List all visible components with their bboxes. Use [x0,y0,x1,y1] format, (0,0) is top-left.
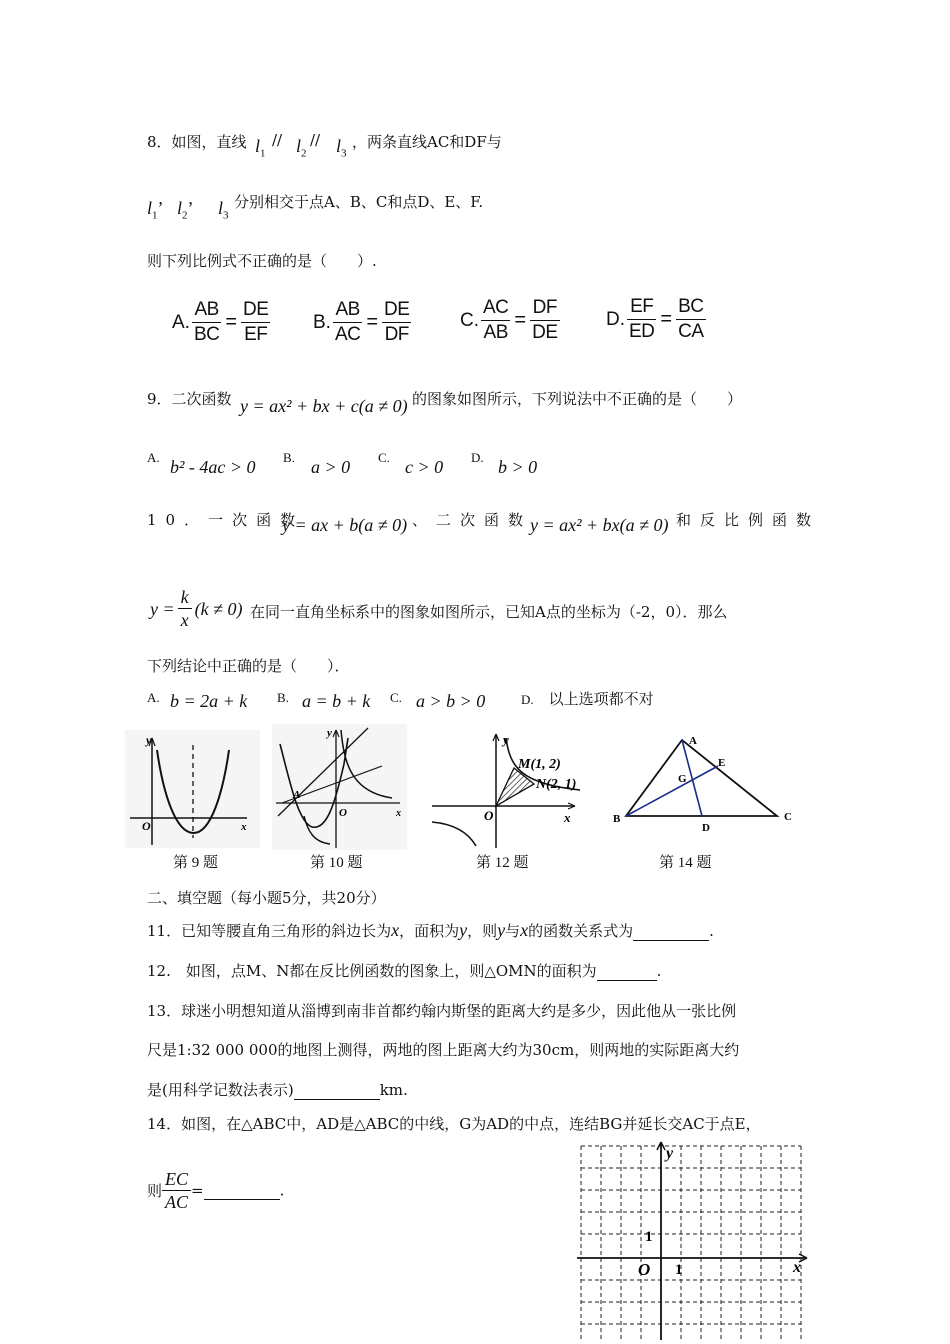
figure-9 [125,730,260,848]
q12: 12. 如图，点M、N都在反比例函数的图象上，则△OMN的面积为 . [147,962,662,980]
q9-option-b-label: B. [283,450,295,465]
q13-answer-blank[interactable] [294,1081,380,1100]
fig10-origin-label: O [339,807,347,819]
q10-prefix: 10．一次函数 [147,511,305,529]
q10-f3: y = $\frac{k}{x}$ (k ≠ 0) [150,587,243,630]
q8-option-d[interactable]: D. $\frac{EF}{ED}$ = $\frac{BC}{CA}$ [606,296,704,342]
fig9-origin-label: O [142,819,151,833]
fig14-label-a: A [689,735,697,747]
fig14-label-g: G [678,773,687,785]
q8-line3: 则下列比例式不正确的是（ ）. [147,252,377,270]
q10-suffix: 和反比例函数 [676,511,821,529]
q11: 11．已知等腰直角三角形的斜边长为x，面积为y，则y与x的函数关系式为 . [147,920,714,940]
caption-fig14: 第 14 题 [659,855,712,871]
q14-line1: 14．如图，在△ABC中，AD是△ABC的中线，G为AD的中点，连结BG并延长交AC于点E， [147,1115,761,1133]
q10-option-c-label: C. [390,690,402,705]
fig12-x-label: x [564,810,571,825]
q10-option-a[interactable]: b = 2a + k [170,691,248,711]
q10-f1: y = ax + b(a ≠ 0) [282,515,408,535]
q8-l2: $l_2$ [296,136,307,160]
q10-line2: 在同一直角坐标系中的图象如图所示，已知A点的坐标为（-2，0）．那么 [250,603,728,621]
figure-12 [430,728,595,850]
figure-10 [272,724,407,850]
q13-line1: 13．球迷小明想知道从淄博到南非首都约翰内斯堡的距离大约是多少，因此他从一张比例 [147,1002,737,1020]
q9-prefix: 9．二次函数 [147,390,232,408]
grid-figure [575,1140,810,1340]
q8-option-b[interactable]: B. $\frac{AB}{AC}$ = $\frac{DE}{DF}$ [313,299,410,345]
grid-y-label: y [666,1145,674,1162]
grid-x-label: x [793,1259,801,1276]
fig10-y-label: y [327,727,332,739]
q9-option-c-label: C. [378,450,390,465]
q10-option-b[interactable]: a = b + k [302,691,371,711]
fig12-point-m: M(1, 2) [518,757,561,772]
q10-option-d[interactable]: D. 以上选项都不对 [521,690,654,708]
fig9-x-label: x [241,821,247,833]
q8-parallel-2: // [310,131,321,149]
q8-option-a[interactable]: A. $\frac{AB}{BC}$ = $\frac{DE}{EF}$ [172,299,269,345]
fig14-label-c: C [784,811,792,823]
q8-l1-second: $l_1$’ [147,198,164,222]
q10-line3: 下列结论中正确的是（ ）． [147,657,350,675]
q8-l2-second: $l_2$’ [177,198,194,222]
q8-l3-second: $l_3$ [218,198,229,222]
fig14-label-e: E [718,757,726,769]
q9-suffix: 的图象如图所示，下列说法中不正确的是（ ） [412,390,743,408]
fig12-origin-label: O [484,808,494,823]
q8-l1: $l_1$ [255,136,266,160]
fig14-label-d: D [702,822,710,834]
q13-line3: 是(用科学记数法表示) km. [147,1081,408,1099]
grid-origin-label: O [638,1260,651,1279]
q10-option-a-label: A. [147,690,160,705]
fig12-point-n: N(2, 1) [536,777,577,792]
q8-line2: 分别相交于点A、B、C和点D、E、F. [234,193,484,211]
grid-one-y-label: 1 [645,1229,653,1245]
q10-mid: 、二次函数 [412,511,533,529]
grid-one-x-label: 1 [675,1262,683,1278]
fig14-label-b: B [613,813,621,825]
q9-option-a[interactable]: b² - 4ac > 0 [170,457,256,477]
q13-line2: 尺是1:32 000 000的地图上测得，两地的图上距离大约为30cm，则两地的实际距离大约 [147,1041,740,1059]
fig10-x-label: x [396,808,401,819]
q11-answer-blank[interactable] [633,922,709,941]
q9-option-c[interactable]: c > 0 [405,457,444,477]
q10-option-b-label: B. [277,690,289,705]
caption-fig9: 第 9 题 [173,855,219,871]
figure-14 [610,730,800,838]
q12-answer-blank[interactable] [597,962,657,981]
q8-option-c[interactable]: C. $\frac{AC}{AB}$ = $\frac{DF}{DE}$ [460,297,558,343]
q8-prefix: 8．如图，直线 [147,133,247,151]
fig12-y-label: y [503,732,509,747]
q10-option-c[interactable]: a > b > 0 [416,691,486,711]
q9-formula: y = ax² + bx + c(a ≠ 0) [240,396,408,416]
caption-fig10: 第 10 题 [310,855,363,871]
q9-option-d-label: D. [471,450,484,465]
q10-f2: y = ax² + bx(a ≠ 0) [530,515,669,535]
q9-option-a-label: A. [147,450,160,465]
q8-parallel-1: // [272,131,283,149]
q14-answer-blank[interactable] [204,1181,280,1200]
section-2-heading: 二、填空题（每小题5分，共20分） [147,889,386,907]
fig9-y-label: y [146,733,152,747]
q9-option-b[interactable]: a > 0 [311,457,351,477]
q9-option-d[interactable]: b > 0 [498,457,538,477]
q8-l3: $l_3$ [336,136,347,160]
q8-line1 [147,131,247,152]
fig10-point-a: A [293,789,301,801]
caption-fig12: 第 12 题 [476,855,529,871]
q8-line1-suffix: ，两条直线AC和DF与 [352,133,502,151]
q14-line2: 则 $\frac{EC}{AC}$ = . [147,1169,285,1212]
